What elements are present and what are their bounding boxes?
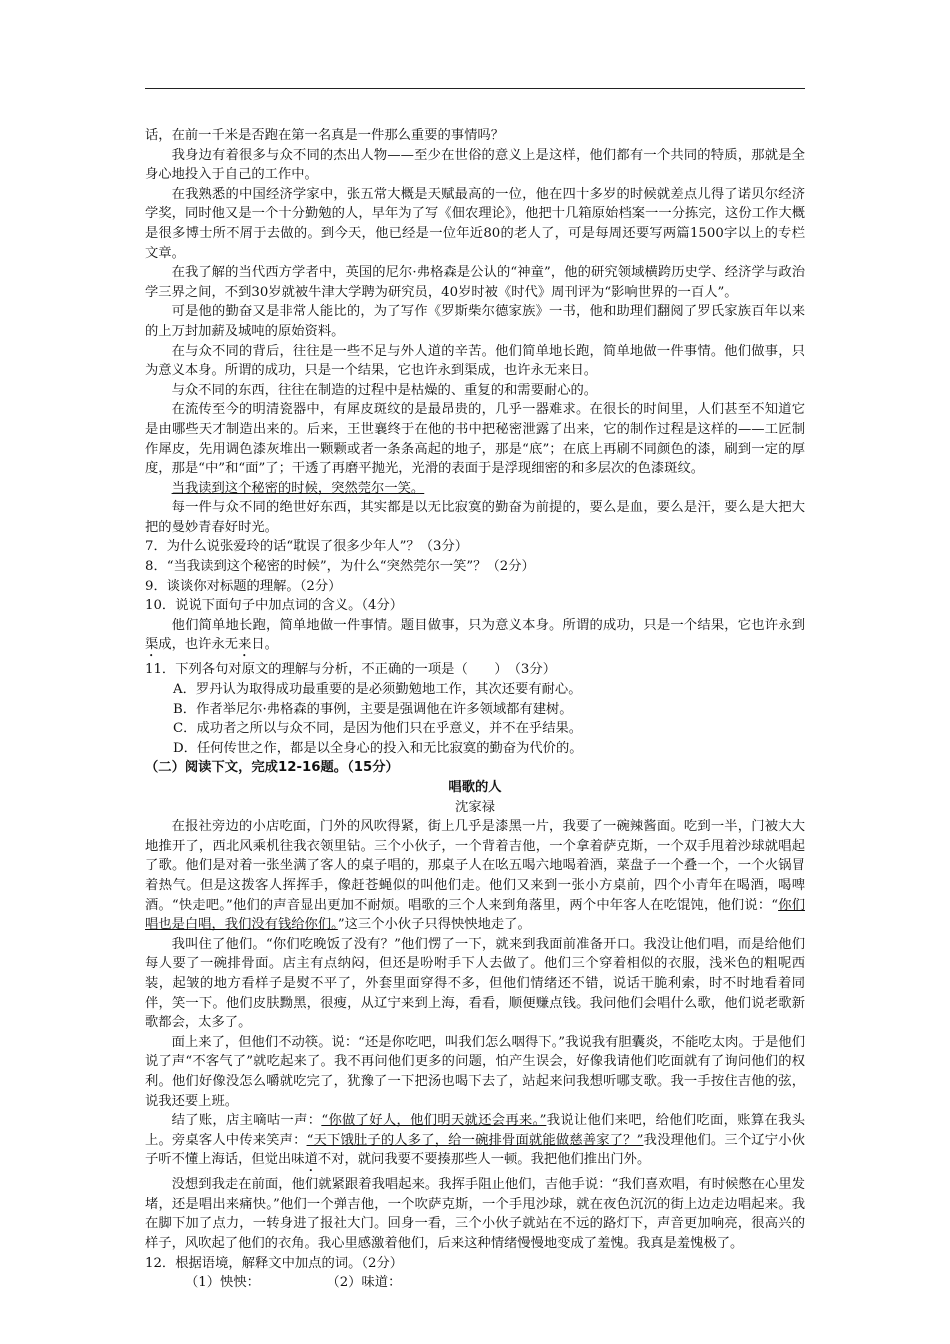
passage2-paragraph: 我叫住了他们。“你们吃晚饭了没有？”他们愣了一下，就来到我面前准备开口。我没让他们唱，而是给他们每人要了一碗排骨面。店主有点纳闷，但还是吩咐手下人去做了。他们三个穿着相似的衣服，浅米色的粗呢西装，起皱的地方看样子是熨不平了，外套里面穿得不多，但他们情绪还不错，说话干脆利索，时不时地看着同伴，笑一下。他们皮肤黝黑，很瘦，从辽宁来到上海，看看，顺便赚点钱。我问他们会唱什么歌，他们说老歌新歌都会，太多了。	[145, 936, 805, 1031]
dotted-word: 渠	[145, 637, 159, 653]
article-author: 沈家禄	[455, 799, 495, 815]
passage1-paragraph: 话，在前一千米是否跑在第一名真是一件那么重要的事情吗？	[145, 128, 505, 143]
passage1-paragraph: 与众不同的东西，往往在制造的过程中是枯燥的、重复的和需要耐心的。	[171, 382, 598, 398]
passage1-paragraph: 在我了解的当代西方学者中，英国的尼尔·弗格森是公认的“神童”，他的研究领域横跨历史学、经济学与政治学三界之间，不到30岁就被牛津大学聘为研究员，40岁时被《时代》周刊评为“影响世界的一百人”。	[145, 265, 805, 300]
passage2-paragraph: 没想到我走在前面，他们就紧跟着我唱起来。我挥手阻止他们，吉他手说：“我们喜欢唱，有时候憋在心里发堵，还是唱出来痛快。”他们一个弹吉他，一个吹萨克斯，一个手甩沙球，就在夜色沉沉的街上边走边唱起来。我在脚下加了点力，一转身进了报社大门。回身一看，三个小伙子就站在不远的路灯下，声音更加响亮，很高兴的样子，风吹起了他们的衣角。我心里感激着他们，后来这种情绪慢慢地变成了羞愧。我真是羞愧极了。	[145, 1177, 805, 1252]
paragraph-text: ”这三个小伙子只得怏怏地走了。	[337, 917, 531, 933]
question-11-option-d: D．任何传世之作，都是以全身心的投入和无比寂寞的勤奋为代价的。	[173, 740, 583, 756]
section-heading: （二）阅读下文，完成12-16题。（15分）	[145, 760, 399, 776]
underlined-sentence: 当我读到这个秘密的时候，突然莞尔一笑。	[171, 480, 425, 496]
dotted-word: 道	[304, 1152, 318, 1168]
passage1-paragraph: 在与众不同的背后，往往是一些不足与外人道的辛苦。他们简单地长跑，简单地做一件事情。他们做事，只为意义本身。所谓的成功，只是一个结果，它也许永到渠成，也许永无来日。	[145, 343, 805, 379]
question-10-quote	[145, 616, 805, 661]
paragraph-text: 不对，就问我要不要揍那些人一顿。我把他们推出门外。	[317, 1152, 651, 1168]
paragraph-text: 我说让他们来吧，给他们吃面，账算在我头上。旁桌客人中传来笑声：	[145, 1113, 806, 1148]
article-title: 唱歌的人	[448, 780, 502, 795]
underlined-sentence: “你做了好人，他们明天就还会再来。”	[321, 1113, 547, 1129]
passage2-paragraph	[145, 817, 805, 935]
passage2-paragraph: 面上来了，但他们不动筷。说：“还是你吃吧，叫我们怎么咽得下。”我说我有胆囊炎，不能吃太肉。于是他们说了声“不客气了”就吃起来了。我不再问他们更多的问题，怕产生误会，好像我请他们吃面就有了询问他们的权利。他们好像没怎么嚼就吃完了，犹豫了一下把汤也喝下去了，站起来问我想听哪支歌。我一手按住吉他的弦，说我还要上班。	[145, 1034, 805, 1109]
question-11-option-b: B．作者举尼尔·弗格森的事例，主要是强调他在许多领域都有建树。	[173, 701, 573, 717]
passage1-paragraph: 在流传至今的明清瓷器中，有犀皮斑纹的是最昂贵的，几乎一器难求。在很长的时间里，人们甚至不知道它是由哪些天才制造出来的。后来，王世襄终于在他的书中把秘密泄露了出来，它的制作过程是这样的——工匠制作犀皮，先用调色漆灰堆出一颗颗或者一条条高起的地子，那是“底”；在底上再刷不同颜色的漆，刷到一定的厚度，那是“中”和“面”了；干透了再磨平抛光，光滑的表面于是浮现细密的和多层次的色漆斑纹。	[145, 402, 805, 477]
paragraph-text: 我没理他们。三个辽宁小伙子听不懂上海话，但觉出味	[145, 1132, 805, 1168]
dotted-word: 来	[238, 637, 252, 653]
question-10: 10．说说下面句子中加点词的含义。（4分）	[145, 598, 404, 614]
question-11-option-a: A．罗丹认为取得成功最重要的是必须勤勉地工作，其次还要有耐心。	[173, 682, 582, 698]
passage1-paragraph: 我身边有着很多与众不同的杰出人物——至少在世俗的意义上是这样，他们都有一个共同的特质，那就是全身心地投入于自己的工作中。	[145, 147, 805, 183]
question-7: 7．为什么说张爱玲的话“耽误了很多少年人”？（3分）	[145, 539, 469, 555]
quote-text: 他们简单地长跑，简单地做一件事情。题目做事，只为意义本身。所谓的成功，只是一个结果，它也许永到	[171, 617, 805, 633]
quote-text: 日。	[251, 637, 278, 653]
passage1-paragraph	[145, 479, 805, 499]
question-8: 8．“当我读到这个秘密的时候”，为什么“突然莞尔一笑”？（2分）	[145, 559, 535, 575]
paragraph-text: 结了账，店主嘀咕一声：	[171, 1113, 322, 1129]
question-9: 9．谈谈你对标题的理解。（2分）	[145, 578, 342, 594]
paragraph-text: 在报社旁边的小店吃面，门外的风吹得紧，街上几乎是漆黑一片，我要了一碗辣酱面。吃到一半，门被大大地推开了，西北风乘机往我衣领里钻。三个小伙子，一个背着吉他，一个拿着萨克斯，一个双手甩着沙球就唱起了歌。他们是对着一张坐满了客人的桌子唱的，那桌子人在吆五喝六地喝着酒，菜盘子一个叠一个，一个火锅冒着热气。但是这拨客人挥挥手，像赶苍蝇似的叫他们走。他们又来到一张小方桌前，四个小青年在喝酒，喝啤酒。“快走吧。”他们的声音显出更加不耐烦。唱歌的三个人来到角落里，两个中年客人在吃馄饨，他们说：“	[145, 819, 805, 913]
passage2-paragraph	[145, 1111, 805, 1175]
question-11: 11．下列各句对原文的理解与分析，不正确的一项是（ ） （3分）	[145, 662, 556, 678]
passage1-paragraph: 可是他的勤奋又是非常人能比的，为了写作《罗斯柴尔德家族》一书，他和助理们翻阅了罗氏家族百年以来的上万封加薪及城吨的原始资料。	[145, 304, 805, 339]
question-12: 12．根据语境，解释文中加点的词。（2分）	[145, 1255, 404, 1271]
passage1-paragraph: 每一件与众不同的绝世好东西，其实都是以无比寂寞的勤奋为前提的，要么是血，要么是汗，要么是大把大把的曼妙青春好时光。	[145, 500, 805, 535]
underlined-sentence: “天下饿肚子的人多了，给一碗排骨面就能做慈善家了？”	[306, 1132, 644, 1148]
passage1-paragraph: 在我熟悉的中国经济学家中，张五常大概是天赋最高的一位，他在四十多岁的时候就差点儿得了诺贝尔经济学奖，同时他又是一个十分勤勉的人，早年为了写《佃农理论》，他把十几箱原始档案一一分拣完，这份工作大概是很多博士所不屑于去做的。到今天，他已经是一位年近80的老人了，可是每周还要写两篇1500字以上的专栏文章。	[145, 186, 805, 261]
question-12-items: （1）怏怏： （2）味道：	[185, 1275, 402, 1291]
document-body	[145, 126, 805, 1293]
quote-text: 成，也许永无	[158, 637, 239, 653]
underlined-sentence: 你们唱也是白唱，我们没有钱给你们。	[145, 897, 805, 933]
question-11-option-c: C．成功者之所以与众不同，是因为他们只在乎意义，并不在乎结果。	[173, 721, 583, 737]
header-rule	[145, 88, 805, 89]
